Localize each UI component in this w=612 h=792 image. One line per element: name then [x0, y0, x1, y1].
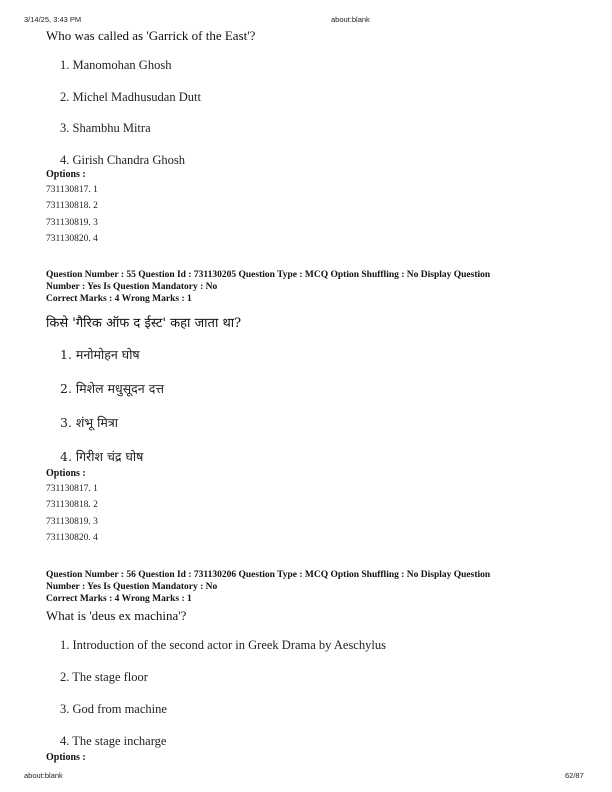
question-55-option-id-1: 731130817. 1 — [46, 484, 98, 494]
question-54-option-1: 1. Manomohan Ghosh — [60, 58, 172, 72]
question-55-option-4: 4. गिरीश चंद्र घोष — [60, 449, 144, 464]
question-56-option-3: 3. God from machine — [60, 702, 167, 716]
question-56-meta-line-3: Correct Marks : 4 Wrong Marks : 1 — [46, 594, 192, 604]
question-56-text: What is 'deus ex machina'? — [46, 608, 187, 623]
question-56-option-1: 1. Introduction of the second actor in Greek Drama by Aeschylus — [60, 638, 386, 652]
question-54-option-id-3: 731130819. 3 — [46, 218, 98, 228]
print-title: about:blank — [331, 15, 370, 24]
question-55-meta — [46, 269, 490, 305]
question-54-option-3: 3. Shambhu Mitra — [60, 121, 151, 135]
question-56-meta — [46, 569, 490, 605]
question-55-meta-line-3: Correct Marks : 4 Wrong Marks : 1 — [46, 294, 192, 304]
question-54-text: Who was called as 'Garrick of the East'? — [46, 28, 256, 43]
question-55-option-id-3: 731130819. 3 — [46, 517, 98, 527]
question-56-options-label: Options : — [46, 752, 86, 763]
print-page-number: 62/87 — [565, 771, 584, 780]
question-55-option-id-2: 731130818. 2 — [46, 500, 98, 510]
question-56-option-2: 2. The stage floor — [60, 670, 148, 684]
question-56-meta-line-2: Number : Yes Is Question Mandatory : No — [46, 582, 218, 592]
question-55-options-label: Options : — [46, 468, 86, 479]
question-55-meta-line-2: Number : Yes Is Question Mandatory : No — [46, 282, 218, 292]
question-55-option-3: 3. शंभू मित्रा — [60, 415, 119, 430]
question-55-option-id-4: 731130820. 4 — [46, 533, 98, 543]
question-54-option-4: 4. Girish Chandra Ghosh — [60, 153, 185, 167]
question-54-option-id-2: 731130818. 2 — [46, 201, 98, 211]
print-datetime: 3/14/25, 3:43 PM — [24, 15, 82, 24]
question-54-option-id-4: 731130820. 4 — [46, 234, 98, 244]
question-55-option-1: 1. मनोमोहन घोष — [60, 347, 140, 362]
question-54-options-label: Options : — [46, 169, 86, 180]
question-54-option-2: 2. Michel Madhusudan Dutt — [60, 90, 201, 104]
question-56-meta-line-1: Question Number : 56 Question Id : 731130206 Question Type : MCQ Option Shuffling : No Display Question — [46, 570, 491, 580]
question-55-option-2: 2. मिशेल मधुसूदन दत्त — [60, 381, 164, 396]
question-55-meta-line-1: Question Number : 55 Question Id : 731130205 Question Type : MCQ Option Shuffling : No Display Question — [46, 270, 491, 280]
question-54-option-id-1: 731130817. 1 — [46, 185, 98, 195]
print-footer-url: about:blank — [24, 771, 63, 780]
question-56-option-4: 4. The stage incharge — [60, 734, 167, 748]
question-55-text: किसे 'गैरिक ऑफ द ईस्ट' कहा जाता था? — [46, 316, 242, 331]
